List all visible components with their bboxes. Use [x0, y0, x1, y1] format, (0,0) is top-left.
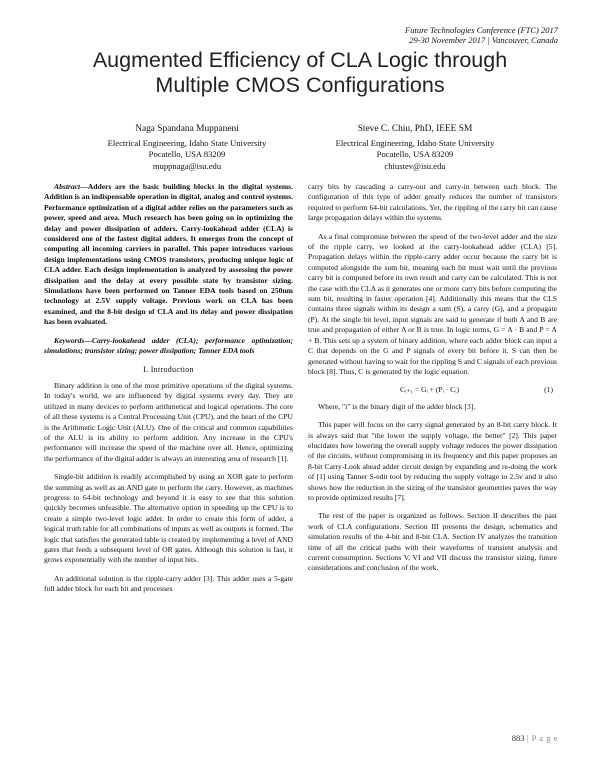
equation-note: Where, "i" is the binary digit of the adder block [3]. — [318, 401, 476, 411]
title-line-1: Augmented Efficiency of CLA Logic through — [92, 48, 508, 72]
author-affiliation: Electrical Engineering, Idaho State University — [107, 137, 267, 148]
author-name: Naga Spandana Muppaneni — [135, 124, 239, 134]
equation-expression: Cᵢ₊₁ = Gᵢ + (Pᵢ · Cᵢ) — [400, 385, 460, 395]
equation-number: (1) — [544, 385, 553, 395]
conference-header — [405, 25, 558, 45]
left-column — [44, 182, 293, 603]
author-block-2 — [300, 124, 530, 172]
author-city: Pocatello, USA 83209 — [148, 149, 226, 160]
author-email: chiustev@isu.edu — [384, 160, 446, 171]
author-email: muppnaga@isu.edu — [152, 160, 222, 171]
paper-title — [40, 48, 560, 98]
conference-name: Future Technologies Conference (FTC) 2017 — [405, 25, 558, 35]
abstract-label: Abstract— — [54, 182, 88, 191]
paragraph: This paper will focus on the carry signal generated by an 8-bit carry block. It is always said that "the lower the supply voltage, the better" [2]. This paper elucidates how lowering the overall supply voltage reduces the power dissipation of the circuits, without compromising in its frequency and this paper proposes an 8-bit Carry-Look ahead adder circuit design by expanding and re-doing the work of [1] using Tanner S-edit tool by reducing the supply voltage to 2.5v and it also shows how the reduction in the sizing of the transistor geometries paves the way to provide optimized results [7]. — [308, 420, 557, 502]
abstract-text: Adders are the basic building blocks in the digital systems. Addition is an indispensable operation in digital, analog and control systems. Performance optimization of a digital adder relies on the parameters such as power, speed and area. Much research has been going on in optimizing the delay and power dissipation of adders. Carry-lookahead adder (CLA) is considered one of the fastest digital adders. It emerges from the concept of computing all incoming carriers in parallel. This paper introduces various design implementations using CMOS transistors, producing unique logic of CLA adder. Each design implementation is analyzed by assessing the power dissipation and the delay at every possible state by transistor sizing. Simulations have been performed on Tanner EDA tools based on 250nm technology at 2.5V supply voltage. Previous work on CLA has been examined, and the 8-bit design of CLA and its delay and power dissipation has been evaluated. — [44, 182, 293, 327]
author-affiliation: Electrical Engineering, Idaho State University — [335, 137, 495, 148]
paragraph: Single-bit addition is readily accomplished by using an XOR gate to perform the summing as well as an AND gate to perform the carry. However, as machines progress to 64-bit technology and beyond it is easy to see that this solution quickly becomes unfeasible. The alternative option in speeding up the CPU is to create a simple two-level logic adder. In order to create this form of adder, a logical truth table for all combinations of inputs as well as outputs is formed. The logic that satisfies the generated table is created by implementing a level of AND gates that feeds a subsequent level of OR gates. Although this solution is fast, it grows exponentially with the number of input bits. — [44, 472, 293, 565]
conference-dates: 29-30 November 2017 | Vancouver, Canada — [409, 35, 558, 45]
paragraph: Binary addition is one of the most primitive operations of the digital systems. In today's world, we are influenced by digital systems every day. They are utilized in many devices to perform arithmetical and logical operations. The core of all these systems is a Central Processing Unit (CPU), and the heart of the CPU is the Arithmetic Logic Unit (ALU). One of the critical and common capabilities of the ALU is its ability to perform addition. Any increase in the CPU's performance will increase the speed of the machine over all. Hence, optimizing the performance of the digital adder is always an interesting area of research [1]. — [44, 380, 293, 463]
paragraph: carry bits by cascading a carry-out and carry-in between each block. The configuration of this type of adder greatly reduces the number of transistors required to perform 64-bit calculations. Yet, the rippling of the carry bit can cause large propagation delays within the systems. — [308, 182, 557, 223]
right-column — [308, 182, 557, 582]
paragraph: As a final compromise between the speed of the two-level adder and the size of the ripple carry, we looked at the carry-lookahead adder (CLA) [5]. Propagation delays within the ripple-carry adder occur because the carry bit is computed alongside the sum bit, meaning each bit must wait until the previous carry bit is computed before its own result and carry can be calculated. This is not the case with the CLA as it generates one or more carry bits before computing the sum bit, resulting in faster operation [4]. Additionally this means that the CLS contains three signals within its design a sum (S), a carry (G), and a propagate (P). At the single bit level, input signals are said to generate if both A and B are true and propagation of either A or B is true. In logic terms, G = A · B and P = A + B. This sets up a system of binary addition, where each adder block can input a C that depends on the G and P signals of every bit before it. S can then be generated without having to wait for the rippling S and C signals of each previous block [8]. Thus, C is generated by the logic equation. — [308, 231, 557, 376]
page-footer — [512, 733, 558, 743]
paragraph: An additional solution is the ripple-carry adder [3]. This adder uses a 5-gate full adder block for each bit and processes — [44, 573, 293, 594]
page-label: | P a g e — [526, 733, 558, 743]
equation-1 — [308, 385, 557, 395]
keywords: Keywords—Carry-lookahead adder (CLA); performance optimization; simulations; transistor sizing; power dissipation; Tanner EDA tools — [44, 335, 293, 356]
abstract — [44, 182, 293, 328]
author-block-1 — [72, 124, 302, 172]
page-number: 883 — [511, 733, 525, 743]
paragraph: The rest of the paper is organized as follows. Section II describes the past work of CLA configurations. Section III presents the design, schematics and simulation results of the 4-bit and 8-bit CLA. Section IV analyzes the transition time of all the critical paths with their waveforms of transient analysis and current consumption. Sections V, VI and VII discuss the transistor sizing, future considerations and conclusion of the work. — [308, 511, 557, 573]
title-line-2: Multiple CMOS Configurations — [155, 73, 445, 97]
author-name: Steve C. Chiu, PhD, IEEE SM — [357, 124, 473, 134]
section-heading: I. Introduction — [143, 364, 194, 374]
author-city: Pocatello, USA 83209 — [376, 149, 454, 160]
